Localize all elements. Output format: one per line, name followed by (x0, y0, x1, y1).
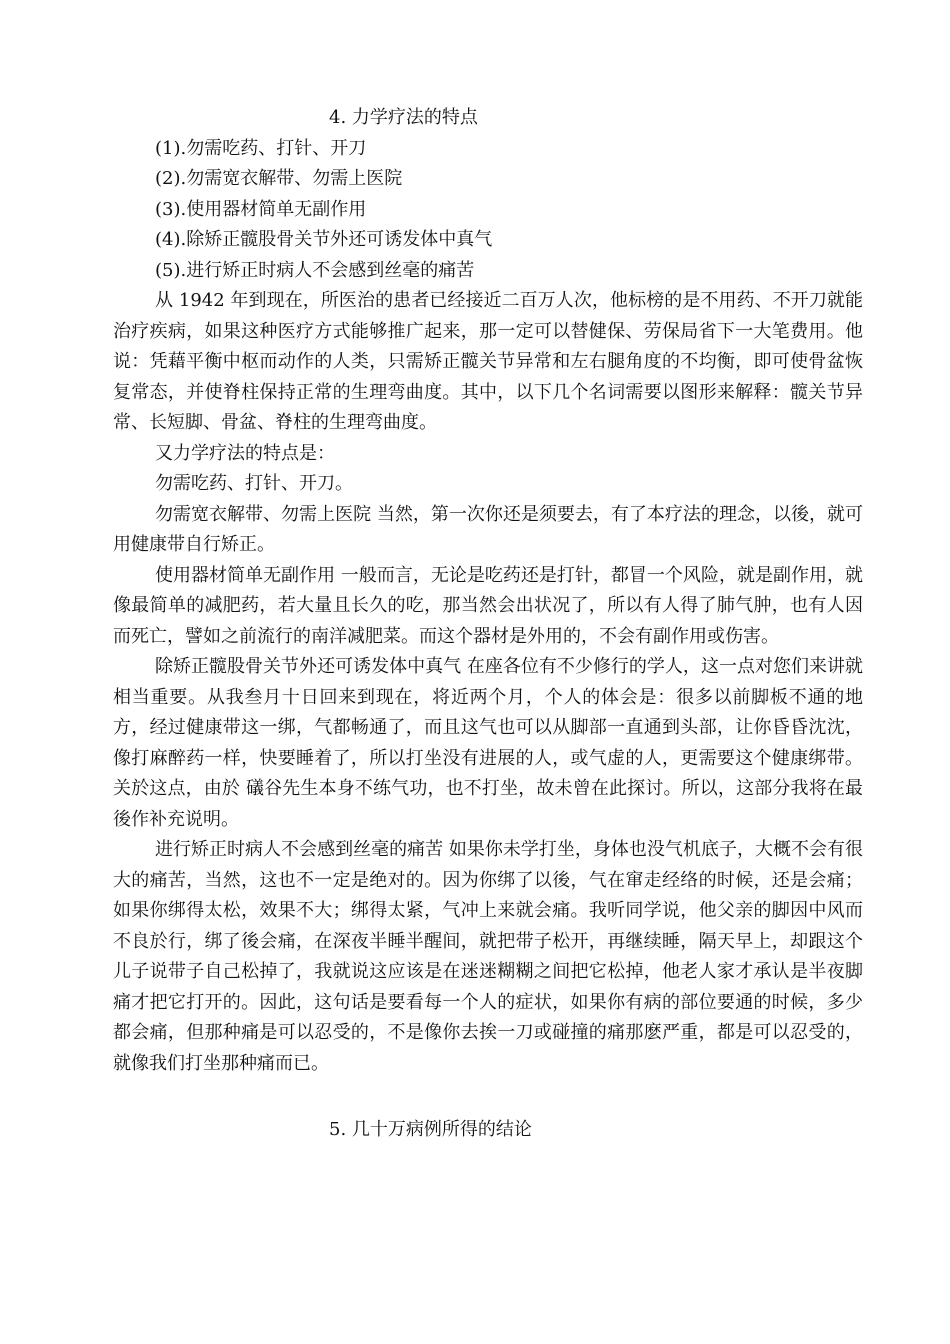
feature-item-1: (1).勿需吃药、打针、开刀 (155, 137, 367, 159)
feature-item-2: (2).勿需宽衣解带、勿需上医院 (155, 168, 403, 189)
document-page (113, 103, 863, 1146)
feature-item-3: (3).使用器材简单无副作用 (155, 198, 367, 220)
feature-item-4: (4).除矫正髋股骨关节外还可诱发体中真气 (155, 229, 493, 250)
paragraph-no-side-effects: 使用器材简单无副作用 一般而言，无论是吃药还是打针，都冒一个风险，就是副作用，就像最简单的减肥药，若大量且长久的吃，那当然会出状况了，所以有人得了肺气肿，也有人因而死亡，譬如之前流行的南洋减肥菜。而这个器材是外用的，不会有副作用或伤害。 (113, 564, 863, 647)
paragraph-no-hospital: 勿需宽衣解带、勿需上医院 当然，第一次你还是须要去，有了本疗法的理念，以後，就可用健康带自行矫正。 (113, 503, 863, 555)
paragraph-no-pain: 进行矫正时病人不会感到丝毫的痛苦 如果你未学打坐，身体也没气机底子，大概不会有很大的痛苦，当然，这也不一定是绝对的。因为你绑了以後，气在窜走经络的时候，还是会痛；如果你绑得太松，效果不大；绑得太紧，气冲上来就会痛。我听同学说，他父亲的脚因中风而不良於行，绑了後会痛，在深夜半睡半醒间，就把带子松开，再继续睡，隔天早上，却跟这个儿子说带子自己松掉了，我就说这应该是在迷迷糊糊之间把它松掉，他老人家才承认是半夜脚痛才把它打开的。因此，这句话是要看每一个人的症状，如果你有病的部位要通的时候，多少都会痛，但那种痛是可以忍受的，不是像你去挨一刀或碰撞的痛那麽严重，都是可以忍受的，就像我们打坐那种痛而已。 (113, 839, 863, 1074)
section-4-heading: 4. 力学疗法的特点 (329, 107, 478, 128)
feature-item-5: (5).进行矫正时病人不会感到丝毫的痛苦 (155, 259, 475, 281)
paragraph-no-medicine: 勿需吃药、打针、开刀。 (155, 473, 353, 494)
section-spacer (113, 1079, 863, 1115)
paragraph-history: 从 1942 年到现在，所医治的患者已经接近二百万人次，他标榜的是不用药、不开刀就能治疗疾病，如果这种医疗方式能够推广起来，那一定可以替健保、劳保局省下一大笔费用。他说：凭藉平衡中枢而动作的人类，只需矫正髋关节异常和左右腿角度的不均衡，即可使骨盆恢复常态，并使脊柱保持正常的生理弯曲度。其中，以下几个名词需要以图形来解释：髋关节异常、长短脚、骨盆、脊柱的生理弯曲度。 (113, 290, 863, 433)
section-5-heading: 5. 几十万病例所得的结论 (329, 1119, 532, 1140)
paragraph-features-intro: 又力学疗法的特点是： (155, 442, 335, 464)
paragraph-true-qi: 除矫正髋股骨关节外还可诱发体中真气 在座各位有不少修行的学人，这一点对您们来讲就相当重要。从我叁月十日回来到现在，将近两个月，个人的体会是：很多以前脚板不通的地方，经过健康带这一绑，气都畅通了，而且这气也可以从脚部一直通到头部，让你昏昏沈沈，像打麻醉药一样，快要睡着了，所以打坐没有进展的人，或气虚的人，更需要这个健康绑带。关於这点，由於 礒谷先生本身不练气功，也不打坐，故未曾在此探讨。所以，这部分我将在最後作补充说明。 (113, 656, 863, 830)
